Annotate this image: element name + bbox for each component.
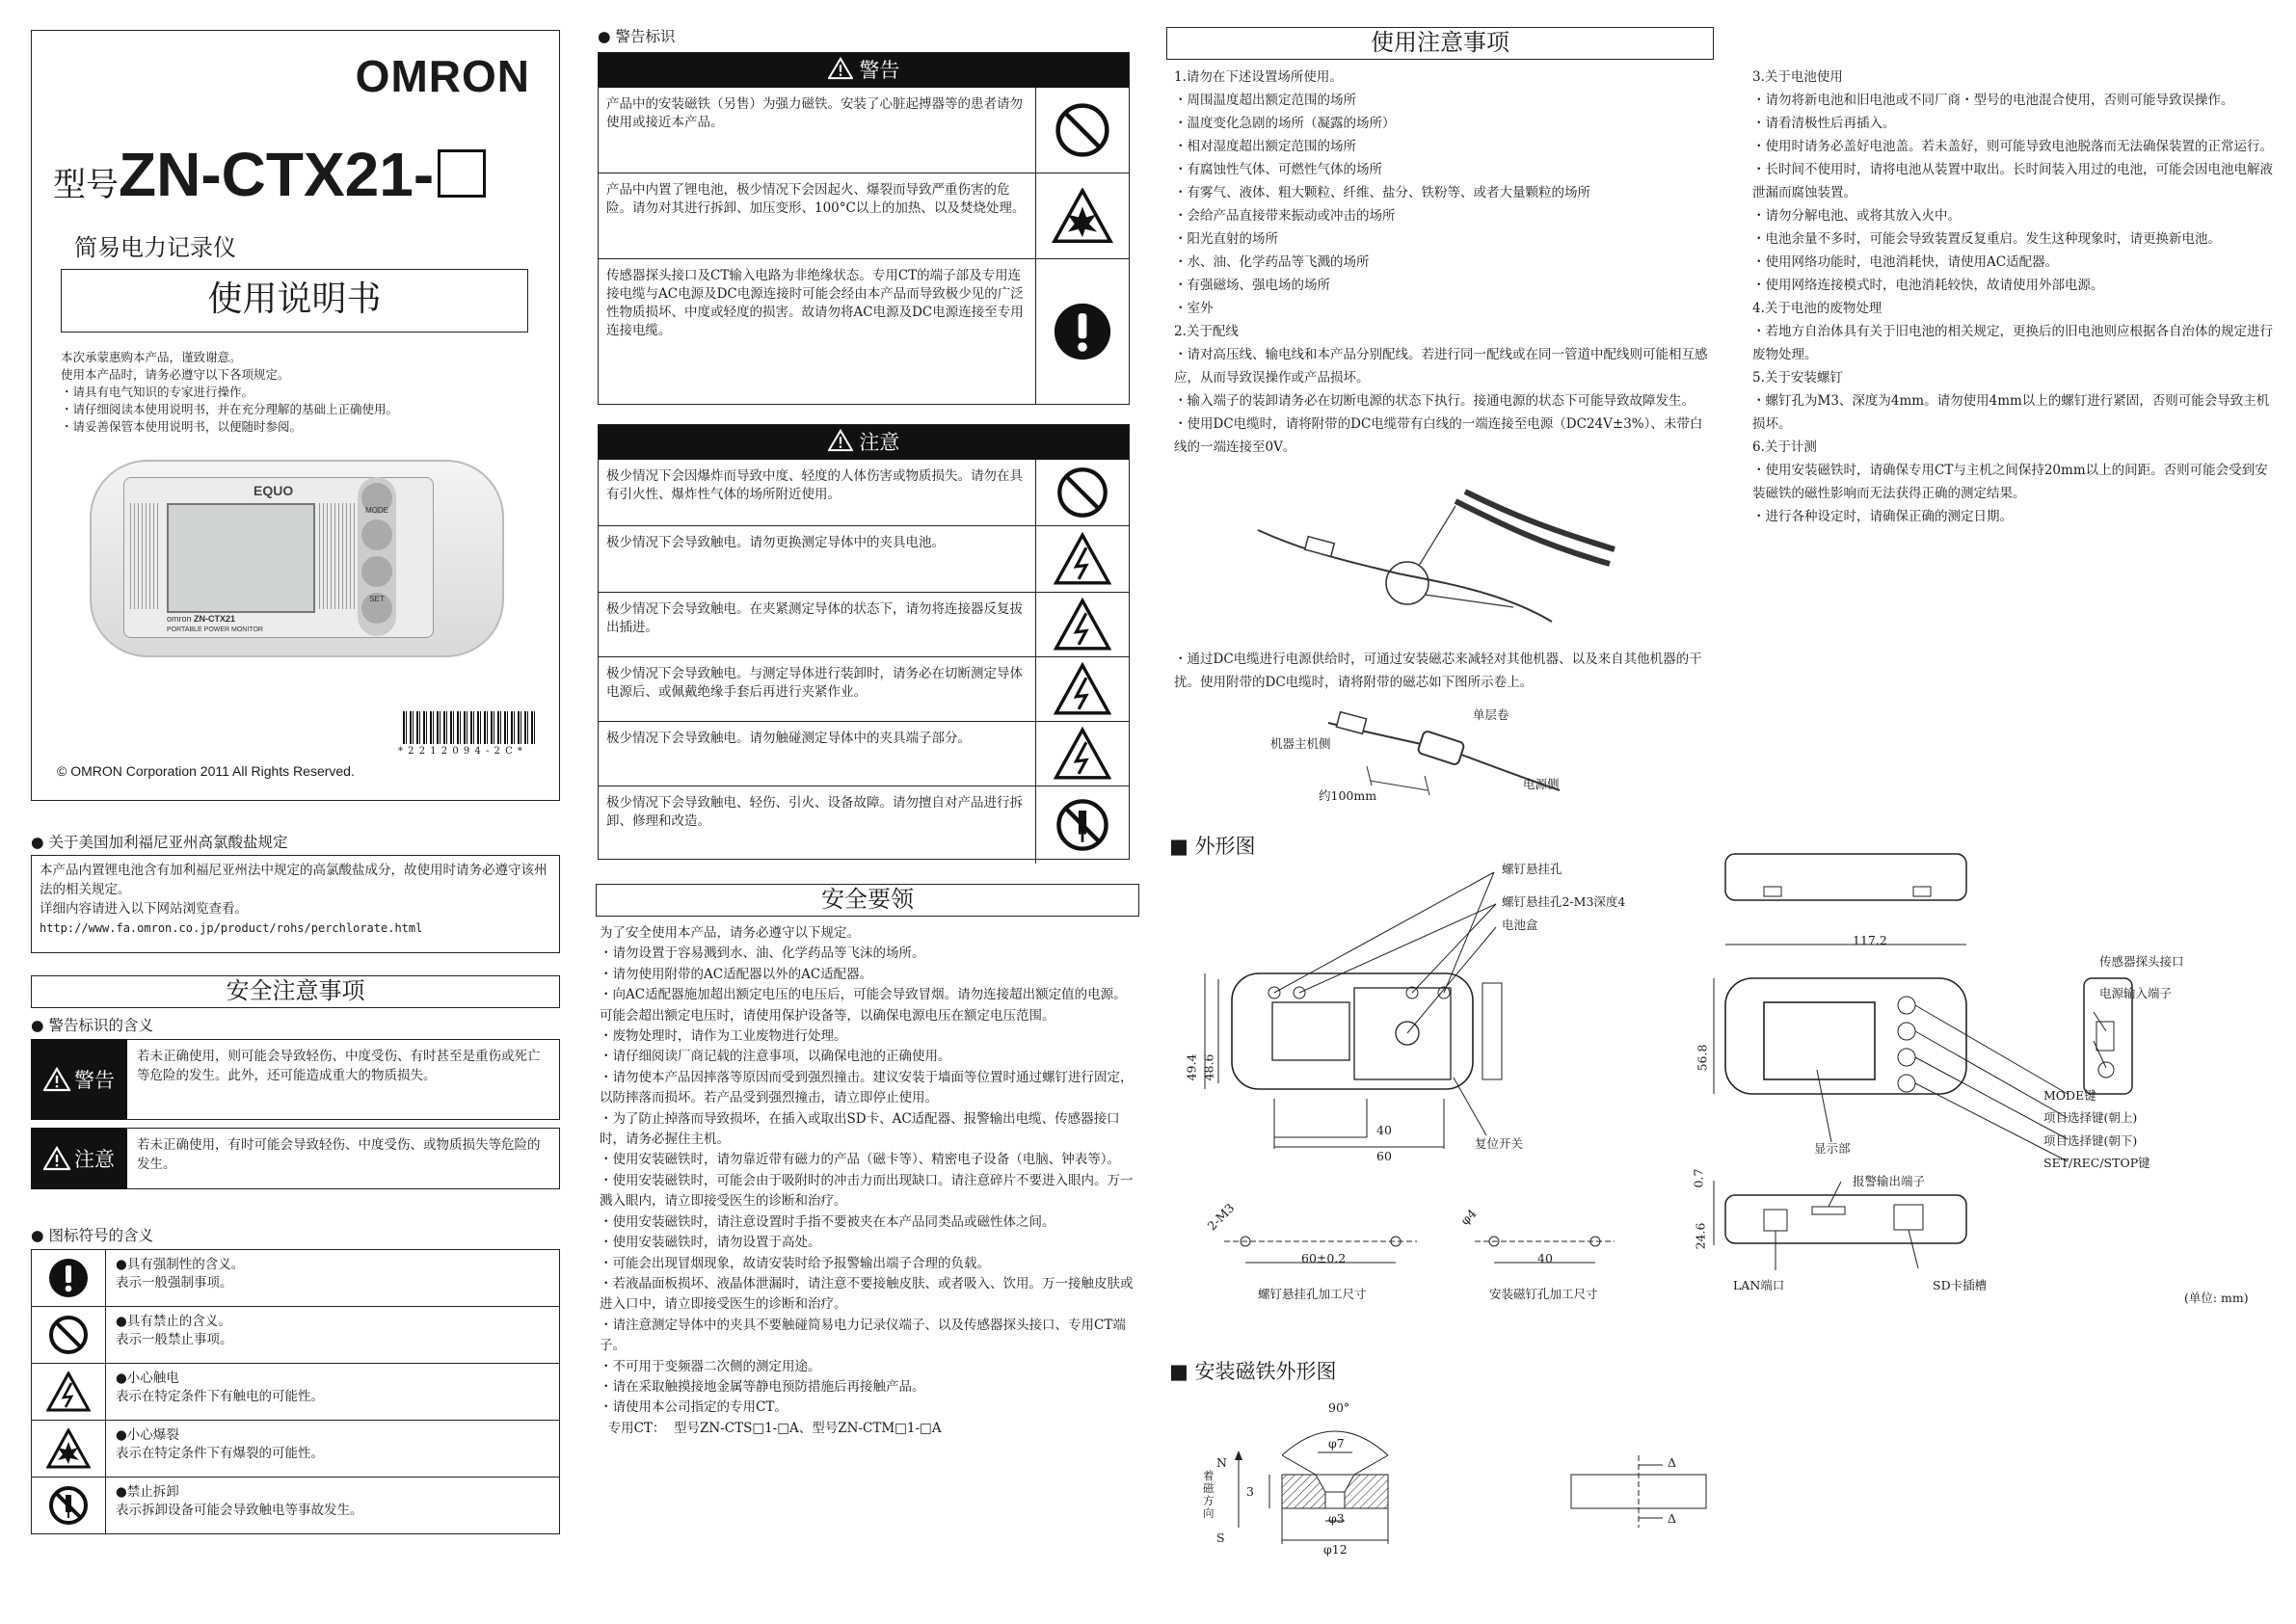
safe-use-item: ・不可用于变频器二次侧的测定用途。 xyxy=(600,1358,821,1374)
perchlorate-text: 详细内容请进入以下网站浏览查看。 xyxy=(40,901,248,917)
precaution-item: 3.关于电池使用 xyxy=(1752,69,1843,85)
magnet-dir: 着磁方向 xyxy=(1203,1469,1215,1520)
safe-use-item: ・为了防止掉落而导致损坏，在插入或取出SD卡、AC适配器、报警输出电缆、传感器接口时，请务必握住主机。 xyxy=(600,1110,1120,1148)
precaution-item: ・会给产品直接带来振动或冲击的场所 xyxy=(1174,208,1396,224)
intro-line: ・请具有电气知识的专家进行操作。 xyxy=(61,385,254,399)
label-screw-hole-dim: 螺钉悬挂孔加工尺寸 xyxy=(1258,1287,1367,1301)
explosion-icon xyxy=(46,1428,91,1469)
intro-line: ・请妥善保管本使用说明书，以便随时参阅。 xyxy=(61,419,303,434)
intro-line: 本次承蒙惠购本产品，谨致谢意。 xyxy=(61,350,242,364)
label-magnet-hole-dim: 安装磁钉孔加工尺寸 xyxy=(1489,1287,1598,1301)
safe-use-item: ・请注意测定导体中的夹具不要触碰简易电力记录仪端子、以及传感器探头接口、专用CT端子。 xyxy=(600,1317,1126,1354)
dim-60: 60 xyxy=(1376,1149,1392,1163)
precaution-item: ・相对湿度超出额定范围的场所 xyxy=(1174,139,1356,154)
magnet-angle: 90° xyxy=(1328,1400,1350,1415)
caution-row-text: 极少情况下会导致触电。请勿更换测定导体中的夹具电池。 xyxy=(606,535,945,550)
label-battery: 电池盒 xyxy=(1502,918,1538,932)
precaution-item: ・请看清极性后再插入。 xyxy=(1752,116,1896,131)
device-label-brand: omron xyxy=(167,614,192,624)
label-screw-m3: 螺钉悬挂孔2-M3深度4 xyxy=(1502,894,1626,909)
caution-row-icon xyxy=(1035,526,1129,592)
dim-60pm: 60±0.2 xyxy=(1301,1251,1347,1265)
symbol-head: ●禁止拆卸 xyxy=(116,1484,179,1500)
symbol-desc: 表示一般强制事项。 xyxy=(116,1275,233,1291)
precaution-item: ・使用DC电缆时，请将附带的DC电缆带有白线的一端连接至电源（DC24V±3%）、未带白线的一端连接至0V。 xyxy=(1174,416,1703,455)
outline-drawing xyxy=(1186,848,2275,1330)
precautions-title: 使用注意事项 xyxy=(1166,27,1714,60)
safe-use-item: ・请勿使本产品因摔落等原因而受到强烈撞击。建议安装于墙面等位置时通过螺钉进行固定，以防摔落而损坏。若产品受到强烈撞击，请立即停止使用。 xyxy=(600,1069,1134,1106)
symbol-meaning-title: 图标符号的含义 xyxy=(48,1227,153,1244)
precaution-item: 4.关于电池的废物处理 xyxy=(1752,301,1882,316)
warning-triangle-icon xyxy=(828,57,853,80)
warning-row-icon xyxy=(1035,259,1129,404)
precaution-item: ・使用网络功能时，电池消耗快，请使用AC适配器。 xyxy=(1752,254,2059,270)
caution-row-text: 极少情况下会导致触电。与测定导体进行装卸时，请务必在切断测定导体电源后、或佩戴绝缘手套后再进行夹紧作业。 xyxy=(606,666,1023,700)
model-box xyxy=(438,149,486,198)
label-unit: (单位: mm) xyxy=(2184,1291,2249,1305)
model-prefix: 型号 xyxy=(53,166,119,204)
caution-row xyxy=(599,460,1129,526)
precaution-item: ・螺钉孔为M3、深度为4mm。请勿使用4mm以上的螺钉进行紧固，否则可能会导致主机损坏。 xyxy=(1752,393,2270,432)
symbol-text xyxy=(106,1478,373,1533)
label-screw-hole: 螺钉悬挂孔 xyxy=(1502,862,1562,876)
symbol-head: ●小心爆裂 xyxy=(116,1427,179,1443)
symbol-desc: 表示在特定条件下有触电的可能性。 xyxy=(116,1389,324,1404)
omron-logo: OMRON xyxy=(355,51,530,101)
device-label-sub: PORTABLE POWER MONITOR xyxy=(167,626,263,633)
magnet-d12: φ12 xyxy=(1323,1542,1348,1557)
precaution-item: ・请勿分解电池、或将其放入火中。 xyxy=(1752,208,1961,224)
label-power-in: 电源输入端子 xyxy=(2099,986,2173,1000)
explosion-icon xyxy=(1052,188,1113,244)
signal-warning-row xyxy=(31,1039,560,1120)
precaution-item: ・使用时请务必盖好电池盖。若未盖好，则可能导致电池脱落而无法确保装置的正常运行。 xyxy=(1752,139,2273,154)
magnet-d3: φ3 xyxy=(1328,1511,1345,1526)
precaution-item: ・有雾气、液体、粗大颗粒、纤维、盐分、铁粉等、或者大量颗粒的场所 xyxy=(1174,185,1590,200)
perchlorate-title: 关于美国加利福尼亚州高氯酸盐规定 xyxy=(48,834,288,851)
signal-warning-desc: 若未正确使用，则可能会导致轻伤、中度受伤、有时甚至是重伤或死亡等危险的发生。此外，还可能造成重大的物质损失。 xyxy=(127,1039,560,1120)
symbol-table xyxy=(31,1249,560,1534)
label-alarm: 报警输出端子 xyxy=(1853,1174,1926,1188)
symbol-text xyxy=(106,1250,254,1306)
caution-row-icon xyxy=(1035,722,1129,785)
safe-use-item: ・使用安装磁铁时，请勿靠近带有磁力的产品（磁卡等）、精密电子设备（电脑、钟表等）。 xyxy=(600,1152,1120,1168)
precaution-item: ・使用网络连接模式时，电池消耗较快，故请使用外部电源。 xyxy=(1752,278,2104,293)
caution-row xyxy=(599,526,1129,593)
magnet-title: 安装磁铁外形图 xyxy=(1194,1360,1337,1383)
core-power-label: 电源侧 xyxy=(1523,777,1560,791)
warning-signs-title: 警告标识 xyxy=(615,28,676,45)
precaution-item: 2.关于配线 xyxy=(1174,324,1239,339)
device-grill-right xyxy=(319,503,358,609)
label-set-key: SET/REC/STOP键 xyxy=(2043,1156,2150,1170)
precaution-item: ・有腐蚀性气体、可燃性气体的场所 xyxy=(1174,162,1382,177)
device-label-model: ZN-CTX21 xyxy=(194,614,236,624)
symbol-head: ●具有强制性的含义。 xyxy=(116,1257,245,1272)
precaution-item: 1.请勿在下述设置场所使用。 xyxy=(1174,69,1343,85)
symbol-icon-cell xyxy=(32,1478,106,1533)
warning-box-title: 警告 xyxy=(859,59,900,82)
precaution-item: ・请对高压线、输电线和本产品分别配线。若进行同一配线或在同一管道中配线则可能相互感应，从而导致误操作或产品损坏。 xyxy=(1174,347,1708,386)
caution-row xyxy=(599,722,1129,786)
warning-row-text: 产品中内置了锂电池，极少情况下会因起火、爆裂而导致严重伤害的危险。请勿对其进行拆卸、加压变形、100°C以上的加热、以及焚烧处理。 xyxy=(606,182,1026,216)
precautions-col1 xyxy=(1174,66,1709,459)
manual-title: 使用说明书 xyxy=(61,269,528,333)
symbol-row xyxy=(32,1307,559,1364)
dim-07: 0.7 xyxy=(1691,1168,1706,1188)
perchlorate-box xyxy=(31,855,560,953)
symbol-icon-cell xyxy=(32,1307,106,1363)
device-set-label: SET xyxy=(369,595,385,603)
caution-box xyxy=(598,424,1130,860)
safe-use-item: ・可能会出现冒烟现象，故请安装时给予报警输出端子合理的负载。 xyxy=(600,1255,990,1271)
symbol-icon-cell xyxy=(32,1250,106,1306)
intro-line: 使用本产品时，请务必遵守以下各项规定。 xyxy=(61,367,290,382)
warning-row-icon xyxy=(1035,88,1129,173)
barcode-text: * 2 2 1 2 0 9 4 - 2 C * xyxy=(398,746,523,757)
safe-use-item: ・请仔细阅读厂商记载的注意事项，以确保电池的正确使用。 xyxy=(600,1049,951,1065)
dim-phi4: φ4 xyxy=(1457,1206,1480,1228)
model-line xyxy=(53,139,486,210)
label-sd: SD卡插槽 xyxy=(1933,1278,1988,1292)
caution-row-icon xyxy=(1035,593,1129,656)
precaution-item: ・水、油、化学药品等飞溅的场所 xyxy=(1174,254,1370,270)
device-up-button[interactable] xyxy=(361,519,392,550)
precaution-item: ・周围温度超出额定范围的场所 xyxy=(1174,93,1356,108)
label-reset: 复位开关 xyxy=(1475,1136,1524,1151)
magnet-h3: 3 xyxy=(1246,1484,1254,1499)
precaution-item: ・有强磁场、强电场的场所 xyxy=(1174,278,1330,293)
precaution-item: ・输入端子的装卸请务必在切断电源的状态下执行。接通电源的状态下可能导致故障发生。 xyxy=(1174,393,1695,409)
caution-row-text: 极少情况下会导致触电。在夹紧测定导体的状态下，请勿将连接器反复拔出插进。 xyxy=(606,601,1023,635)
caution-row-text: 极少情况下会导致触电。请勿触碰测定导体中的夹具端子部分。 xyxy=(606,731,971,746)
product-name: 简易电力记录仪 xyxy=(74,234,236,261)
prohibited-icon xyxy=(1055,465,1110,520)
safe-use-item: ・废物处理时，请作为工业废物进行处理。 xyxy=(600,1028,847,1045)
mandatory-icon xyxy=(1052,301,1113,362)
core-single-label: 单层卷 xyxy=(1473,707,1509,722)
signal-meaning-title: 警告标识的含义 xyxy=(48,1017,153,1034)
device-label xyxy=(167,614,263,633)
symbol-meaning-heading: ● 图标符号的含义 xyxy=(31,1227,153,1244)
label-mode-key: MODE键 xyxy=(2043,1088,2096,1103)
safe-use-item: ・请在采取触摸接地金属等静电预防措施后再接触产品。 xyxy=(600,1378,925,1395)
caution-triangle-icon xyxy=(828,429,853,452)
dim-486: 48.6 xyxy=(1201,1053,1216,1081)
caution-row xyxy=(599,786,1129,864)
symbol-text xyxy=(106,1307,243,1363)
label-sensor: 传感器探头接口 xyxy=(2099,954,2184,969)
intro-line: ・请仔细阅读本使用说明书，并在充分理解的基础上正确使用。 xyxy=(61,402,399,416)
dc-cable-note: ・通过DC电缆进行电源供给时，可通过安装磁芯来减轻对其他机器、以及来自其他机器的干扰。使用附带的DC电缆时，请将附带的磁芯如下图所示卷上。 xyxy=(1174,652,1702,690)
safe-use-item: ・向AC适配器施加超出额定电压的电压后，可能会导致冒烟。请勿连接超出额定值的电源。可能会超出额定电压时，请使用保护设备等，以确保电源电压在额定电压范围。 xyxy=(600,987,1127,1024)
symbol-head: ●具有禁止的含义。 xyxy=(116,1314,231,1329)
caution-box-header xyxy=(599,425,1129,460)
core-drawing xyxy=(1270,704,1579,810)
safe-use-list xyxy=(600,923,1137,1439)
label-display: 显示部 xyxy=(1814,1141,1851,1156)
caution-row-icon xyxy=(1035,786,1129,864)
prohibited-icon xyxy=(1053,100,1112,160)
caution-box-title: 注意 xyxy=(859,431,900,454)
magnet-heading: ■ 安装磁铁外形图 xyxy=(1169,1360,1337,1383)
precaution-item: 5.关于安装螺钉 xyxy=(1752,370,1843,386)
no-disassembly-icon xyxy=(47,1484,90,1527)
precaution-item: ・若地方自治体具有关于旧电池的相关规定，更换后的旧电池则应根据各自治体的规定进行废物处理。 xyxy=(1752,324,2273,362)
device-illustration xyxy=(90,460,504,657)
precaution-item: ・长时间不使用时，请将电池从装置中取出。长时间装入用过的电池，可能会因电池电解液泄漏而腐蚀装置。 xyxy=(1752,162,2273,200)
safe-use-item: ・请勿使用附带的AC适配器以外的AC适配器。 xyxy=(600,966,873,982)
warning-box xyxy=(598,52,1130,405)
symbol-row xyxy=(32,1421,559,1478)
barcode xyxy=(403,711,538,744)
symbol-desc: 表示拆卸设备可能会导致触电等事故发生。 xyxy=(116,1503,363,1518)
signal-warning-text-label: 警告 xyxy=(74,1069,115,1092)
label-up-key: 项目选择键(朝上) xyxy=(2043,1110,2138,1125)
precautions-col2 xyxy=(1752,66,2273,528)
signal-meaning-heading: ● 警告标识的含义 xyxy=(31,1017,153,1034)
precaution-item: ・室外 xyxy=(1174,301,1214,316)
electric-shock-icon xyxy=(1054,532,1111,586)
core-dist-label: 约100mm xyxy=(1319,788,1377,803)
warning-row xyxy=(599,173,1129,259)
dim-494: 49.4 xyxy=(1184,1053,1199,1081)
safe-use-item: ・请使用本公司指定的专用CT。 xyxy=(600,1399,788,1416)
device-brand: EQUO xyxy=(254,483,294,498)
device-mode-label: MODE xyxy=(365,506,388,515)
signal-caution-text-label: 注意 xyxy=(74,1148,115,1171)
outline-heading: ■ 外形图 xyxy=(1169,835,1256,858)
core-main-label: 机器主机侧 xyxy=(1270,736,1331,751)
label-down-key: 项目选择键(朝下) xyxy=(2043,1133,2138,1148)
magnet-delta-bottom: Δ xyxy=(1668,1511,1677,1526)
precaution-item: ・电池余量不多时，可能会导致装置反复重启。发生这种现象时，请更换新电池。 xyxy=(1752,231,2221,247)
caution-row xyxy=(599,657,1129,722)
safe-use-item: ・使用安装磁铁时，可能会由于吸附时的冲击力而出现缺口。请注意碎片不要进入眼内。万一溅入眼内，请立即接受医生的诊断和治疗。 xyxy=(600,1172,1134,1210)
symbol-row xyxy=(32,1478,559,1533)
outline-title: 外形图 xyxy=(1194,835,1256,858)
dim-246: 24.6 xyxy=(1693,1222,1708,1250)
warning-row xyxy=(599,88,1129,173)
no-disassembly-icon xyxy=(1054,796,1111,854)
dim-1172: 117.2 xyxy=(1853,933,1887,947)
safe-use-item: 为了安全使用本产品，请务必遵守以下规定。 xyxy=(600,925,860,941)
mandatory-icon xyxy=(47,1257,90,1299)
warning-triangle-icon xyxy=(43,1067,70,1092)
symbol-icon-cell xyxy=(32,1364,106,1420)
device-down-button[interactable] xyxy=(361,556,392,587)
symbol-row xyxy=(32,1250,559,1307)
precaution-item: 6.关于计测 xyxy=(1752,439,1817,455)
electric-shock-icon xyxy=(1054,598,1111,652)
symbol-desc: 表示在特定条件下有爆裂的可能性。 xyxy=(116,1446,324,1461)
safe-use-item: ・使用安装磁铁时，请注意设置时手指不要被夹在本产品同类品或磁性体之间。 xyxy=(600,1213,1055,1230)
caution-row-icon xyxy=(1035,460,1129,525)
model-number: ZN-CTX21- xyxy=(119,140,435,209)
device-grill-left xyxy=(130,503,159,609)
safe-use-item: ・使用安装磁铁时，请勿设置于高处。 xyxy=(600,1235,821,1251)
safe-use-item: ・若液晶面板损坏、液晶体泄漏时，请注意不要接触皮肤、或者吸入、饮用。万一接触皮肤或进入口中，请立即接受医生的诊断和治疗。 xyxy=(600,1275,1134,1313)
dim-m3: 2-M3 xyxy=(1204,1200,1238,1234)
device-mode-button[interactable] xyxy=(361,483,392,514)
warning-row-text: 传感器探头接口及CT输入电路为非绝缘状态。专用CT的端子部及专用连接电缆与AC电源及DC电源连接时可能会经由本产品而导致极少见的广泛性物质损坏、中度或轻度的损害。故请勿将AC电源及DC电源连接至专用连接电缆。 xyxy=(606,268,1024,338)
warning-signs-heading: ● 警告标识 xyxy=(598,28,676,45)
symbol-icon-cell xyxy=(32,1421,106,1477)
warning-box-header xyxy=(599,53,1129,88)
precaution-item: ・使用安装磁铁时，请确保专用CT与主机之间保持20mm以上的间距。否则可能会受到安装磁铁的磁性影响而无法获得正确的测定结果。 xyxy=(1752,463,2268,501)
magnet-d7: φ7 xyxy=(1328,1436,1345,1451)
magnet-n: N xyxy=(1216,1455,1227,1470)
precaution-item: ・进行各种设定时，请确保正确的测定日期。 xyxy=(1752,509,2013,524)
perchlorate-text: 本产品内置锂电池含有加利福尼亚州法中规定的高氯酸盐成分，故使用时请务必遵守该州法的相关规定。 xyxy=(40,863,547,897)
device-set-button[interactable] xyxy=(361,593,392,624)
perchlorate-heading: ● 关于美国加利福尼亚州高氯酸盐规定 xyxy=(31,834,288,851)
electric-shock-icon xyxy=(1054,662,1111,716)
signal-warning-label xyxy=(31,1039,127,1120)
intro-list xyxy=(61,349,533,436)
signal-caution-desc: 若未正确使用，有时可能会导致轻伤、中度受伤、或物质损失等危险的发生。 xyxy=(127,1128,560,1189)
safety-title: 安全注意事项 xyxy=(31,975,560,1008)
warning-row-icon xyxy=(1035,173,1129,258)
caution-triangle-icon xyxy=(43,1146,70,1171)
electric-shock-icon xyxy=(46,1371,91,1412)
warning-row-text: 产品中的安装磁铁（另售）为强力磁铁。安装了心脏起搏器等的患者请勿使用或接近本产品。 xyxy=(606,96,1023,130)
dim-40: 40 xyxy=(1376,1123,1392,1137)
caution-row-text: 极少情况下会因爆炸而导致中度、轻度的人体伤害或物质损失。请勿在具有引火性、爆炸性气体的场所附近使用。 xyxy=(606,468,1023,502)
caution-row xyxy=(599,593,1129,657)
dim-40b: 40 xyxy=(1537,1251,1553,1265)
copyright: © OMRON Corporation 2011 All Rights Reserved. xyxy=(57,763,355,779)
magnet-s: S xyxy=(1216,1531,1225,1545)
magnet-drawing xyxy=(1200,1398,1721,1566)
safe-use-title: 安全要领 xyxy=(596,884,1139,917)
symbol-text xyxy=(106,1364,334,1420)
warning-row xyxy=(599,259,1129,404)
prohibited-icon xyxy=(47,1314,90,1356)
caution-row-text: 极少情况下会导致触电、轻伤、引火、设备故障。请勿擅自对产品进行拆卸、修理和改造。 xyxy=(606,795,1023,829)
symbol-desc: 表示一般禁止事项。 xyxy=(116,1332,233,1347)
device-screen xyxy=(167,503,315,613)
safe-use-item: 专用CT： 型号ZN-CTS□1-□A、型号ZN-CTM□1-□A xyxy=(600,1420,942,1436)
signal-caution-row xyxy=(31,1128,560,1189)
dim-568: 56.8 xyxy=(1695,1044,1710,1072)
dc-cable-illustration xyxy=(1253,487,1639,651)
safe-use-item: ・请勿设置于容易溅到水、油、化学药品等飞沫的场所。 xyxy=(600,945,925,962)
core-illustration xyxy=(1270,704,1579,810)
cover-box xyxy=(31,30,560,801)
electric-shock-icon xyxy=(1054,727,1111,781)
precaution-item: ・温度变化急剧的场所（凝露的场所） xyxy=(1174,116,1396,131)
symbol-row xyxy=(32,1364,559,1421)
symbol-text xyxy=(106,1421,334,1477)
precaution-item: ・阳光直射的场所 xyxy=(1174,231,1278,247)
magnet-delta-top: Δ xyxy=(1668,1455,1677,1470)
caution-row-icon xyxy=(1035,657,1129,721)
signal-caution-label xyxy=(31,1128,127,1189)
precaution-item: ・请勿将新电池和旧电池或不同厂商・型号的电池混合使用，否则可能导致误操作。 xyxy=(1752,93,2234,108)
symbol-head: ●小心触电 xyxy=(116,1371,179,1386)
perchlorate-url[interactable]: http://www.fa.omron.co.jp/product/rohs/perchlorate.html xyxy=(40,921,423,935)
label-lan: LAN端口 xyxy=(1733,1278,1785,1292)
